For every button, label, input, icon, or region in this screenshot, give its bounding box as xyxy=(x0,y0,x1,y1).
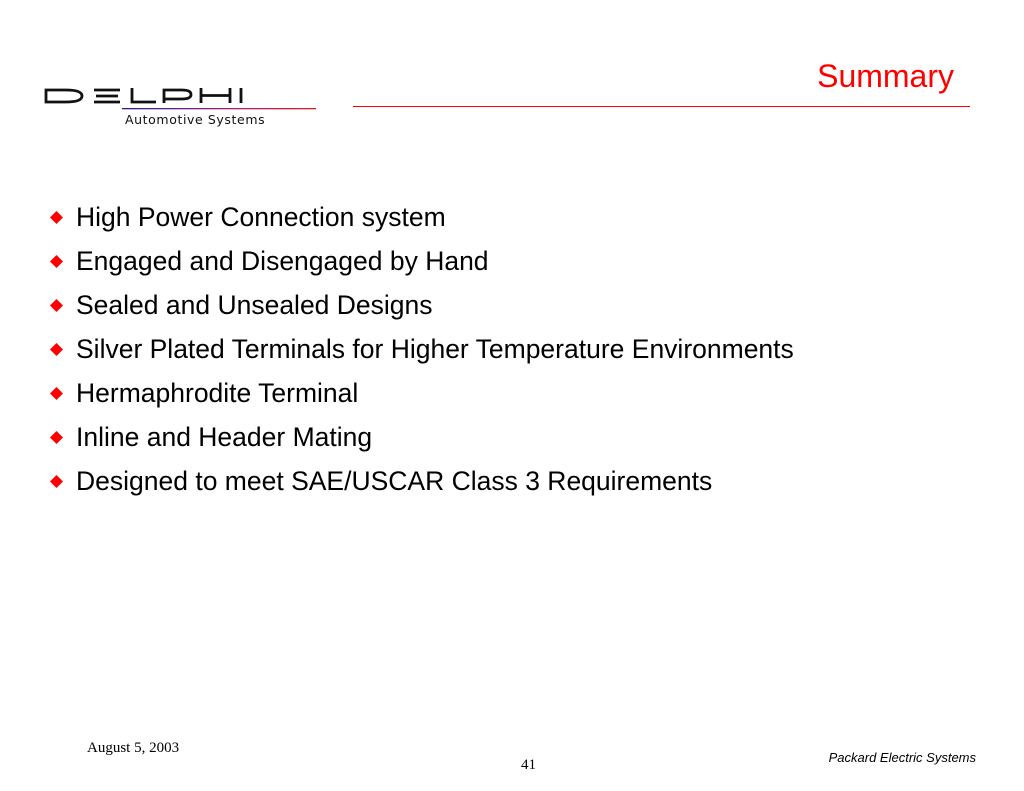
footer-company: Packard Electric Systems xyxy=(828,750,976,765)
red-diamond-icon xyxy=(50,343,63,356)
red-diamond-icon xyxy=(50,431,63,444)
bullet-item xyxy=(50,327,794,371)
bullet-item xyxy=(50,459,794,503)
bullet-text: Hermaphrodite Terminal xyxy=(76,377,359,408)
bullet-list xyxy=(50,195,794,503)
red-diamond-icon xyxy=(50,299,63,312)
red-diamond-icon xyxy=(50,255,63,268)
bullet-item xyxy=(50,415,794,459)
bullet-item xyxy=(50,283,794,327)
bullet-item xyxy=(50,371,794,415)
bullet-text: High Power Connection system xyxy=(76,201,446,232)
bullet-text: Designed to meet SAE/USCAR Class 3 Requirements xyxy=(76,465,713,496)
logo-subtitle: Automotive Systems xyxy=(125,112,266,127)
footer-date: August 5, 2003 xyxy=(87,740,180,756)
page-number: 41 xyxy=(521,757,536,773)
red-diamond-icon xyxy=(50,211,63,224)
bullet-item xyxy=(50,239,794,283)
slide-title: Summary xyxy=(817,58,954,94)
title-divider xyxy=(353,106,970,107)
bullet-text: Inline and Header Mating xyxy=(76,421,373,452)
bullet-item xyxy=(50,195,794,239)
red-diamond-icon xyxy=(50,475,63,488)
red-diamond-icon xyxy=(50,387,63,400)
bullet-text: Silver Plated Terminals for Higher Temperature Environments xyxy=(76,333,794,364)
delphi-logo xyxy=(44,84,316,130)
delphi-wordmark xyxy=(44,84,316,114)
bullet-text: Engaged and Disengaged by Hand xyxy=(76,245,489,276)
bullet-text: Sealed and Unsealed Designs xyxy=(76,289,433,320)
